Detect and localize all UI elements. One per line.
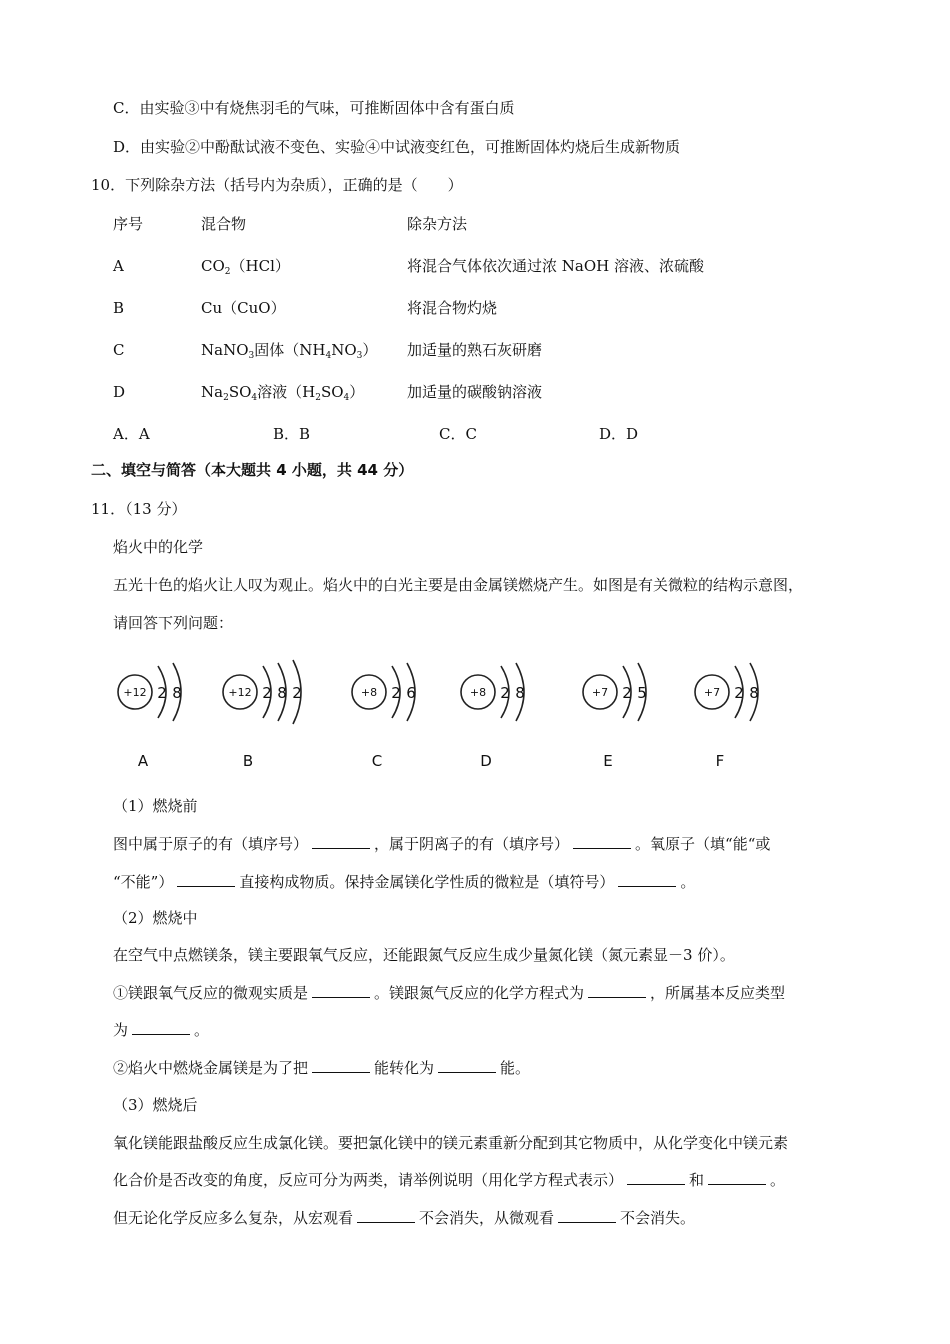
atomic-structure-diagrams [110,648,790,778]
particle-label: D [480,752,492,770]
blank-equation-1[interactable] [627,1170,685,1185]
q10-header-mixture: 混合物 [201,215,247,233]
particle-d [461,663,525,770]
particle-a [118,663,182,770]
electron-count: 2 [262,684,272,702]
electron-count: 8 [172,684,182,702]
particle-label: A [137,752,149,770]
q10-choice-d[interactable]: D．D [599,425,639,443]
nucleus-charge: +12 [123,686,147,699]
electron-count: 2 [622,684,632,702]
electron-count: 2 [292,684,302,702]
particle-label: F [715,752,725,770]
blank-mg-particle[interactable] [618,872,676,887]
particle-label: E [603,752,613,770]
q10-row-a-method: 将混合气体依次通过浓 NaOH 溶液、浓硫酸 [407,257,704,275]
electron-count: 2 [500,684,510,702]
nucleus-charge: +7 [703,686,721,699]
nucleus-charge: +7 [591,686,609,699]
q11-intro-line2: 请回答下列问题： [113,614,234,632]
electron-count: 2 [734,684,744,702]
p2-line3: 为 。 [113,1021,210,1039]
p3-line2: 化合价是否改变的角度，反应可分为两类，请举例说明（用化学方程式表示） 和 。 [113,1171,786,1189]
electron-count: 2 [157,684,167,702]
p2-title: （2）燃烧中 [113,909,198,927]
electron-count: 5 [637,684,647,702]
q10-row-b-mixture: Cu（CuO） [201,299,286,317]
q9-option-c: C．由实验③中有烧焦羽毛的气味，可推断固体中含有蛋白质 [113,99,515,117]
electron-count: 8 [515,684,525,702]
blank-equation-2[interactable] [708,1170,766,1185]
p3-title: （3）燃烧后 [113,1096,198,1114]
p2-line1: 在空气中点燃镁条，镁主要跟氧气反应，还能跟氮气反应生成少量氮化镁（氮元素显－3 价）。 [113,946,735,964]
q10-choice-a[interactable]: A．A [113,425,150,443]
q10-row-d-id: D [113,383,126,401]
particle-e [583,663,647,770]
p1-line1: 图中属于原子的有（填序号） ，属于阴离子的有（填序号） 。氧原子（填“能“或 [113,835,771,853]
particle-c [352,663,416,770]
p2-line2: ①镁跟氧气反应的微观实质是 。镁跟氮气反应的化学方程式为 ，所属基本反应类型 [113,984,786,1002]
p1-title: （1）燃烧前 [113,797,198,815]
blank-micro[interactable] [558,1208,616,1223]
blank-micro-essence[interactable] [312,983,370,998]
q10-header-id: 序号 [113,215,144,233]
q10-row-a-mixture: $CO_2(HCl)$ [201,257,290,277]
q10-row-c-mixture: NaNO$_3$固体$(NH_4NO_3)$ [201,341,378,361]
blank-reaction-type[interactable] [132,1020,190,1035]
electron-count: 8 [277,684,287,702]
q10-choice-b[interactable]: B．B [273,425,311,443]
q10-row-b-id: B [113,299,125,317]
nucleus-charge: +8 [360,686,378,699]
q9-option-d: D．由实验②中酚酞试液不变色、实验④中试液变红色，可推断固体灼烧后生成新物质 [113,138,681,156]
blank-macro[interactable] [357,1208,415,1223]
particle-label: C [371,752,383,770]
q11-number: 11．（13 分） [91,500,187,518]
atomic-structure-svg [110,648,790,778]
q11-topic: 焰火中的化学 [113,538,204,556]
q10-row-b-method: 将混合物灼烧 [407,299,498,317]
blank-equation[interactable] [588,983,646,998]
q10-row-c-id: C [113,341,125,359]
electron-count: 2 [391,684,401,702]
q11-intro-line1: 五光十色的焰火让人叹为观止。焰火中的白光主要是由金属镁燃烧产生。如图是有关微粒的结构示意图， [113,576,804,594]
q10-header-method: 除杂方法 [407,215,468,233]
q10-row-d-method: 加适量的碳酸钠溶液 [407,383,543,401]
electron-count: 8 [749,684,759,702]
p3-line1: 氧化镁能跟盐酸反应生成氯化镁。要把氯化镁中的镁元素重新分配到其它物质中，从化学变化中镁元素 [113,1134,789,1152]
blank-energy-from[interactable] [312,1058,370,1073]
p2-line4: ②焰火中燃烧金属镁是为了把 能转化为 能。 [113,1059,531,1077]
blank-can-or-cannot[interactable] [177,872,235,887]
electron-count: 6 [406,684,416,702]
q10-stem: 10．下列除杂方法（括号内为杂质），正确的是（ ） [91,176,463,194]
p1-line2: “不能”） 直接构成物质。保持金属镁化学性质的微粒是（填符号） 。 [113,873,696,891]
nucleus-charge: +12 [228,686,252,699]
q10-row-c-method: 加适量的熟石灰研磨 [407,341,543,359]
particle-label: B [242,752,254,770]
blank-energy-to[interactable] [438,1058,496,1073]
p3-line3: 但无论化学反应多么复杂，从宏观看 不会消失，从微观看 不会消失。 [113,1209,696,1227]
blank-anions[interactable] [573,834,631,849]
section-title: 二、填空与简答（本大题共 4 小题，共 44 分） [91,461,414,479]
q10-choice-c[interactable]: C．C [439,425,477,443]
particle-b [223,660,302,770]
nucleus-charge: +8 [469,686,487,699]
q10-row-d-mixture: $Na_2SO_4$溶液$(H_2SO_4)$ [201,383,365,403]
blank-atoms[interactable] [312,834,370,849]
particle-f [695,663,759,770]
q10-row-a-id: A [113,257,124,275]
